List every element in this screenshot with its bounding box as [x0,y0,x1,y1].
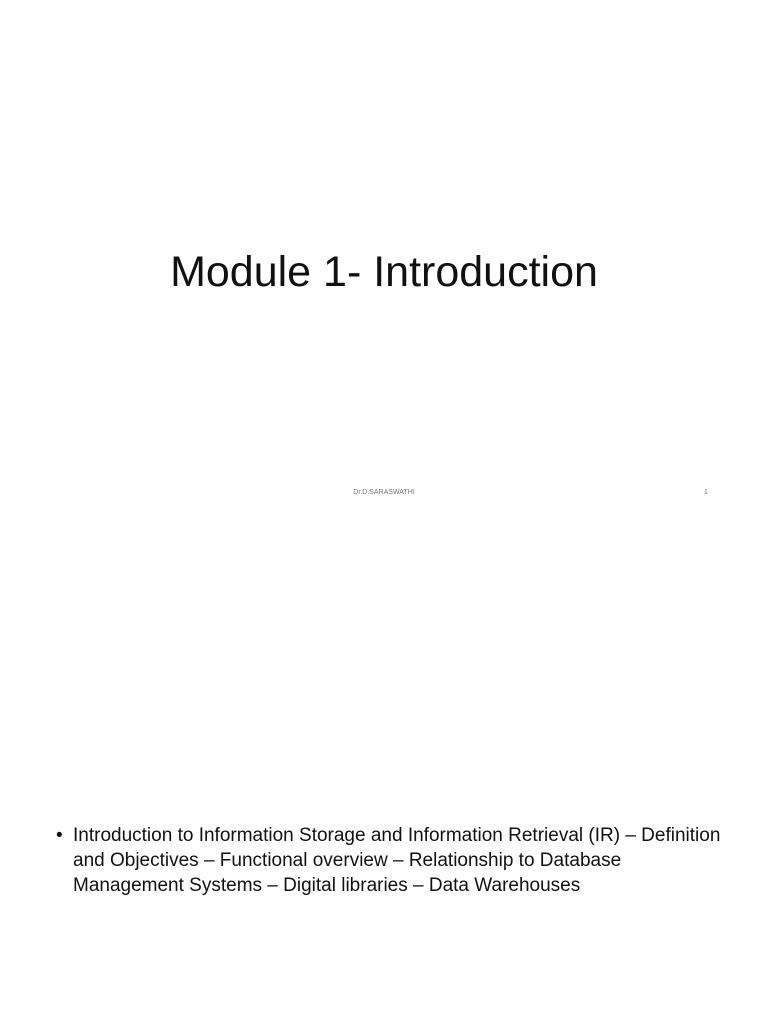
bullet-text: Introduction to Information Storage and Information Retrieval (IR) – Definition and Objectives – Functional overview – Relationship to Database Management Systems – Digital libraries – Data Warehouses [73,825,721,896]
page-number: 1 [704,489,708,496]
slide-title: Module 1- Introduction [170,248,598,296]
bullet-item [56,823,736,898]
slide-footer [0,487,768,499]
footer-author: Dr.D.SARASWATHI [353,489,415,496]
bullet-list [56,823,736,898]
slide-2 [0,512,768,1024]
bullet-dot-icon: • [56,825,63,846]
